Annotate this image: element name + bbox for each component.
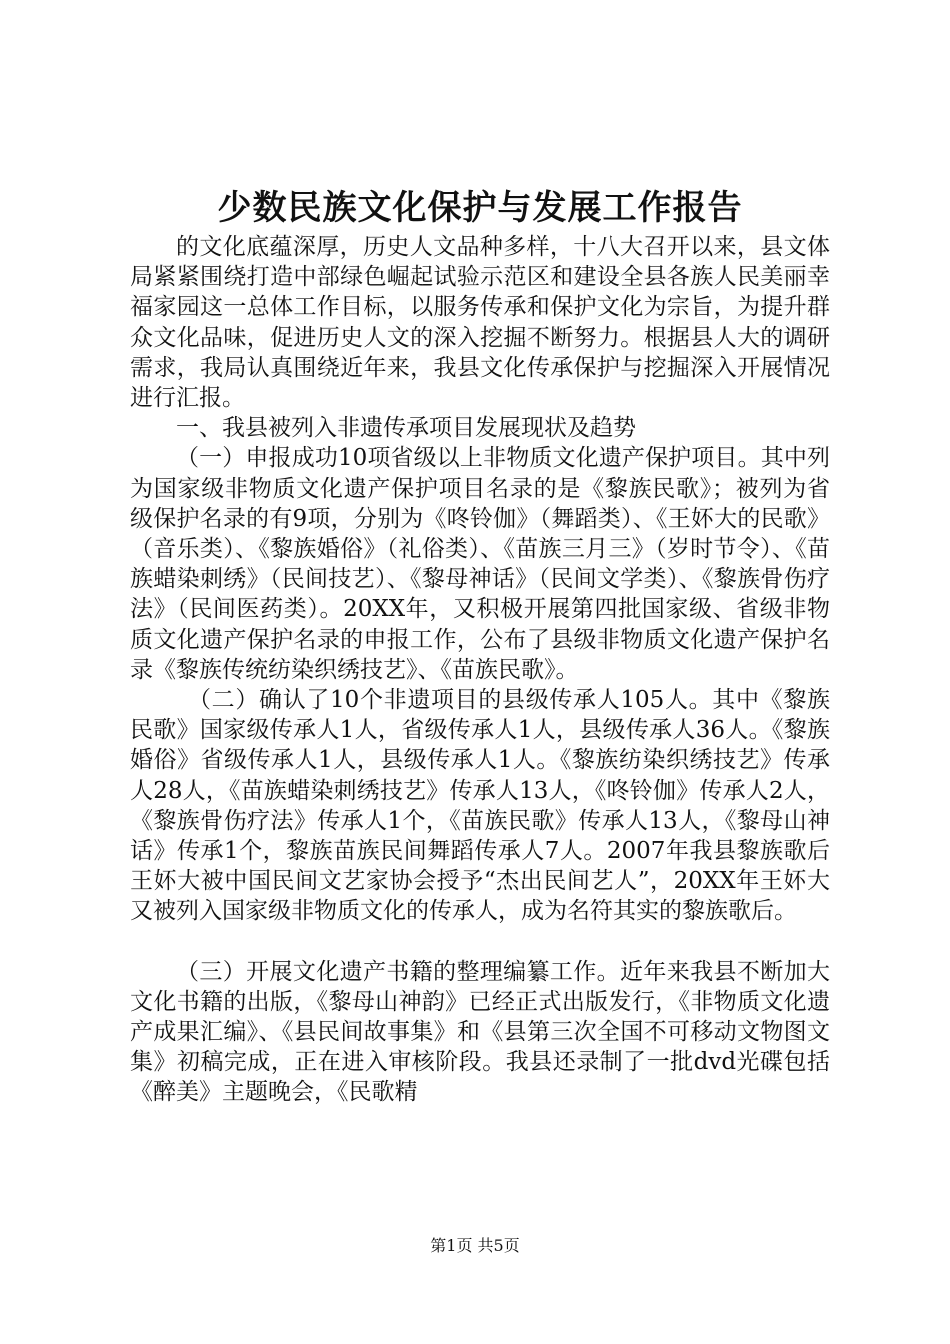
page-number-footer: 第1页 共5页 (430, 1236, 520, 1255)
document-body (130, 232, 830, 1108)
document-page (130, 0, 830, 1344)
paragraph-intro: 的文化底蕴深厚，历史人文品种多样，十八大召开以来，县文体局紧紧围绕打造中部绿色崛起试验示范区和建设全县各族人民美丽幸福家园这一总体工作目标，以服务传承和保护文化为宗旨，为提升群众文化品味，促进历史人文的深入挖掘不断努力。根据县人大的调研需求，我局认真围绕近年来，我县文化传承保护与挖掘深入开展情况进行汇报。 (130, 234, 830, 412)
paragraph-item-3: （三）开展文化遗产书籍的整理编纂工作。近年来我县不断加大文化书籍的出版，《黎母山神韵》已经正式出版发行，《非物质文化遗产成果汇编》、《县民间故事集》和《县第三次全国不可移动文物图文集》初稿完成，正在进入审核阶段。我县还录制了一批dvd光碟包括《醉美》主题晚会，《民歌精 (130, 958, 830, 1106)
paragraph-item-1: （一）申报成功10项省级以上非物质文化遗产保护项目。其中列为国家级非物质文化遗产保护项目名录的是《黎族民歌》；被列为省级保护名录的有9项，分别为《咚铃伽》（舞蹈类）、《王妚大的民歌》（音乐类）、《黎族婚俗》（礼俗类）、《苗族三月三》（岁时节令）、《苗族蜡染刺绣》（民间技艺）、《黎母神话》（民间文学类）、《黎族骨伤疗法》（民间医药类）。20XX年，又积极开展第四批国家级、省级非物质文化遗产保护名录的申报工作，公布了县级非物质文化遗产保护名录《黎族传统纺染织绣技艺》、《苗族民歌》。 (130, 445, 830, 683)
section-heading: 一、我县被列入非遗传承项目发展现状及趋势 (176, 415, 636, 442)
paragraph-item-2: （二）确认了10个非遗项目的县级传承人105人。其中《黎族民歌》国家级传承人1人，省级传承人1人，县级传承人36人。《黎族婚俗》省级传承人1人，县级传承人1人。《黎族纺染织绣技艺》传承人28人，《苗族蜡染刺绣技艺》传承人13人，《咚铃伽》传承人2人，《黎族骨伤疗法》传承人1个，《苗族民歌》传承人13人，《黎母山神话》传承1个，黎族苗族民间舞蹈传承人7人。2007年我县黎族歌后王妚大被中国民间文艺家协会授予“杰出民间艺人”，20XX年王妚大又被列入国家级非物质文化的传承人，成为名符其实的黎族歌后。 (130, 687, 830, 925)
page-title: 少数民族文化保护与发展工作报告 (217, 188, 743, 228)
